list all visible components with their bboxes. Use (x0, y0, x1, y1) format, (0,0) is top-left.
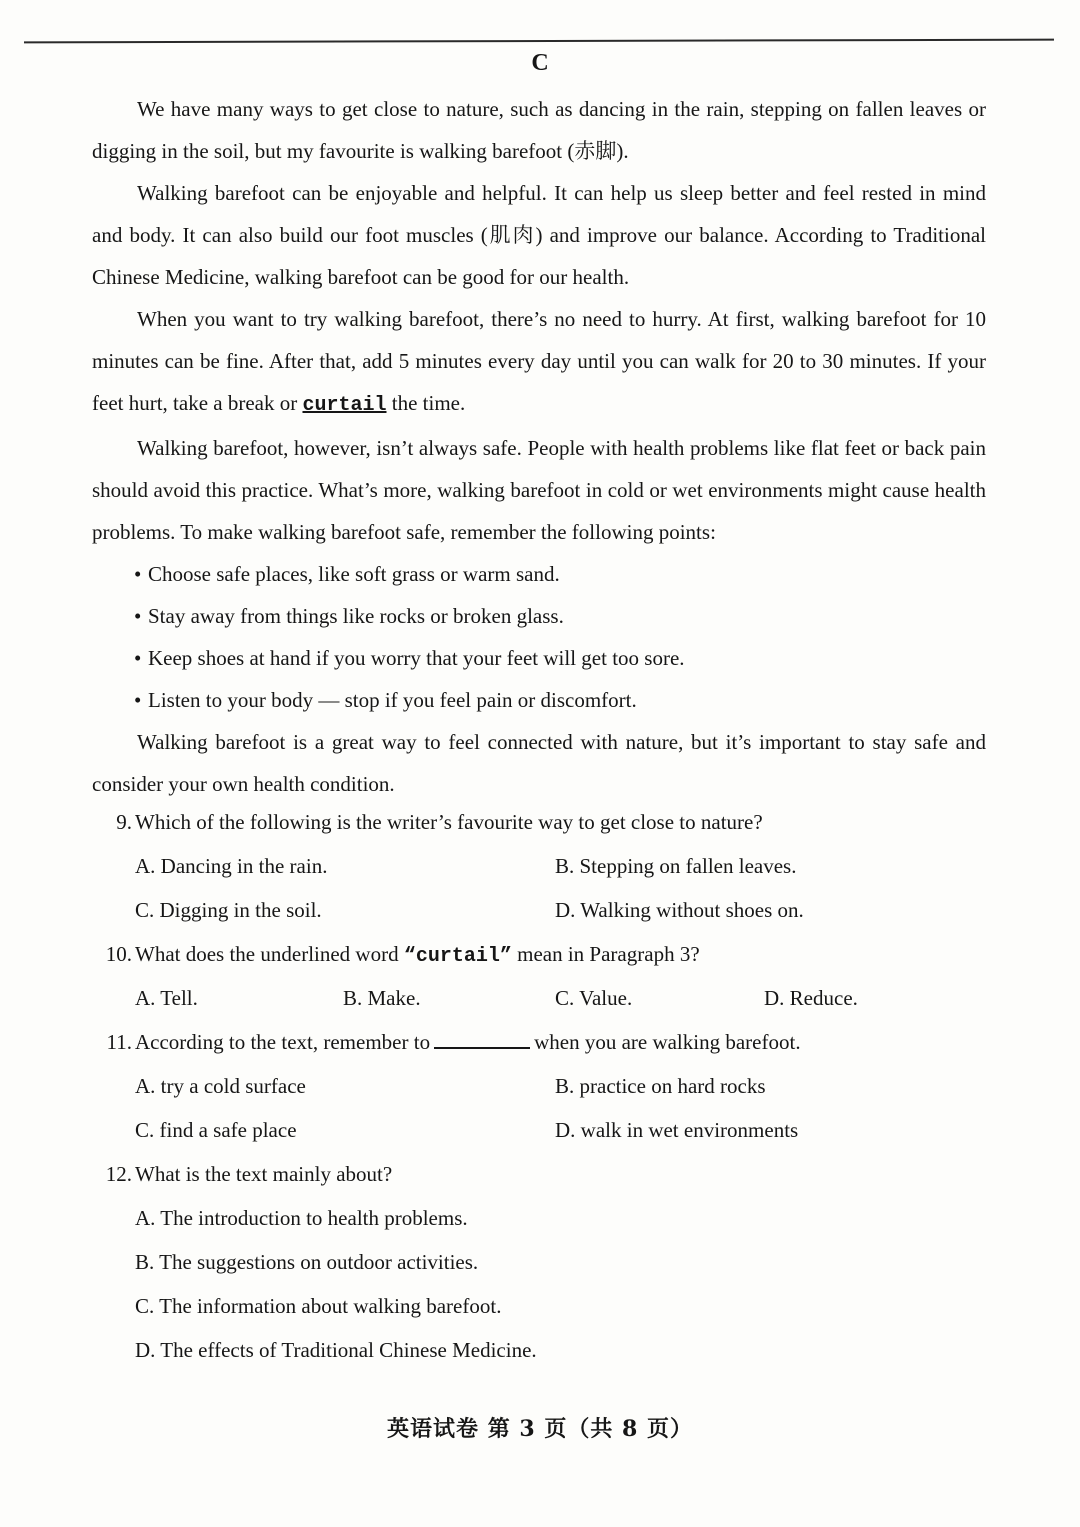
option-d: D. The effects of Traditional Chinese Medicine. (135, 1338, 537, 1362)
question-stem: What is the text mainly about? (135, 1162, 393, 1186)
bullet-icon: • (134, 562, 142, 586)
question-stem: Which of the following is the writer’s favourite way to get close to nature? (135, 810, 763, 834)
questions (92, 800, 986, 1372)
bullet-icon: • (134, 688, 142, 712)
list-item: • Listen to your body — stop if you feel pain or discomfort. (134, 679, 986, 721)
list-item: • Stay away from things like rocks or broken glass. (134, 595, 986, 637)
underlined-word: curtail (302, 394, 387, 417)
paragraph-3-text-after: the time. (386, 391, 466, 415)
option-a: A. try a cold surface (135, 1074, 306, 1098)
option-d: D. Reduce. (764, 986, 858, 1010)
question-9 (92, 800, 986, 932)
option-c: C. Digging in the soil. (135, 898, 322, 922)
list-item: • Choose safe places, like soft grass or warm sand. (134, 553, 986, 595)
reading-passage (92, 88, 986, 805)
question-11 (92, 1020, 986, 1152)
quoted-word: “curtail” (403, 945, 512, 968)
question-10 (92, 932, 986, 1020)
list-item: • Keep shoes at hand if you worry that your feet will get too sore. (134, 637, 986, 679)
paragraph-1: We have many ways to get close to nature, such as dancing in the rain, stepping on fallen leaves or digging in the soil, but my favourite is walking barefoot (赤脚). (92, 97, 986, 163)
option-b: B. Make. (343, 986, 421, 1010)
section-heading: C (531, 50, 549, 76)
question-number: 9. (116, 810, 132, 834)
top-rule (24, 39, 1054, 44)
paragraph-3-text-before: When you want to try walking barefoot, there’s no need to hurry. At first, walking barefoot for 10 minutes can be fine. After that, add 5 minutes every day until you can walk for 20 to 30 minutes. If your feet hurt, take a break or (92, 307, 986, 415)
option-a: A. Tell. (135, 986, 198, 1010)
option-b: B. The suggestions on outdoor activities. (135, 1250, 479, 1274)
bullet-icon: • (134, 646, 142, 670)
paragraph-3 (92, 298, 986, 427)
option-a: A. Dancing in the rain. (135, 854, 328, 878)
option-c: C. find a safe place (135, 1118, 297, 1142)
option-c: C. Value. (555, 986, 633, 1010)
paragraph-5: Walking barefoot is a great way to feel connected with nature, but it’s important to stay safe and consider your own health condition. (92, 730, 986, 796)
question-number: 10. (105, 942, 132, 966)
option-b: B. Stepping on fallen leaves. (555, 854, 797, 878)
option-d: D. Walking without shoes on. (555, 898, 804, 922)
paragraph-2: Walking barefoot can be enjoyable and helpful. It can help us sleep better and feel rested in mind and body. It can also build our foot muscles (肌肉) and improve our balance. According to Traditional Chinese Medicine, walking barefoot can be good for our health. (92, 181, 986, 289)
option-c: C. The information about walking barefoot. (135, 1294, 502, 1318)
tips-list (92, 553, 986, 721)
option-d: D. walk in wet environments (555, 1118, 799, 1142)
answer-blank (434, 1025, 530, 1049)
page-footer: 英语试卷 第 3 页（共 8 页） (387, 1416, 693, 1442)
question-number: 11. (106, 1030, 132, 1054)
question-stem: What does the underlined word “curtail” mean in Paragraph 3? (135, 942, 700, 968)
question-stem: According to the text, remember to when you are walking barefoot. (135, 1020, 801, 1064)
option-a: A. The introduction to health problems. (135, 1206, 468, 1230)
option-b: B. practice on hard rocks (555, 1074, 766, 1098)
question-number: 12. (105, 1162, 132, 1186)
question-12 (92, 1152, 986, 1372)
paragraph-4: Walking barefoot, however, isn’t always safe. People with health problems like flat feet or back pain should avoid this practice. What’s more, walking barefoot in cold or wet environments might cause health problems. To make walking barefoot safe, remember the following points: (92, 436, 986, 544)
bullet-icon: • (134, 604, 142, 628)
